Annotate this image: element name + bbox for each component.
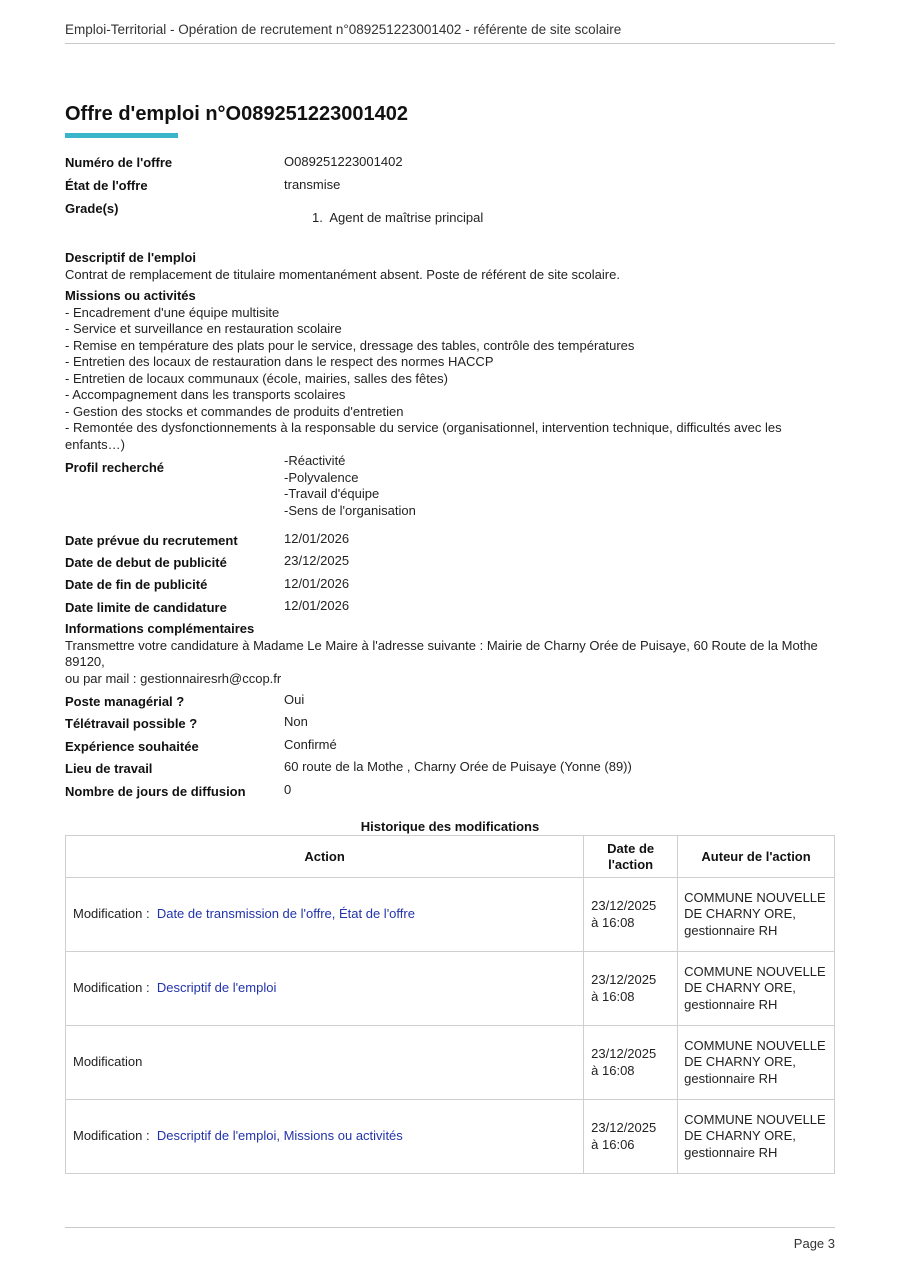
grade-number: 1. — [312, 210, 323, 225]
missions-heading: Missions ou activités — [65, 288, 196, 303]
infos-heading: Informations complémentaires — [65, 621, 255, 636]
field-value-lieu: 60 route de la Mothe , Charny Orée de Puisaye (Yonne (89)) — [284, 759, 632, 774]
action-prefix: Modification : — [73, 906, 150, 922]
date-value-fin-publicite: 12/01/2026 — [284, 576, 350, 591]
field-label-lieu: Lieu de travail — [65, 761, 153, 776]
page-title: Offre d'emploi n°O089251223001402 — [65, 103, 408, 125]
date-cell — [584, 952, 678, 1026]
author-cell: COMMUNE NOUVELLE DE CHARNY ORE, gestionnaire RH — [678, 952, 835, 1026]
missions-line: - Gestion des stocks et commandes de produits d'entretien — [65, 403, 404, 419]
action-link[interactable]: Descriptif de l'emploi — [156, 980, 277, 996]
field-label-jours-diffusion: Nombre de jours de diffusion — [65, 784, 246, 799]
infos-line: Transmettre votre candidature à Madame Le Maire à l'adresse suivante : Mairie de Charny Orée de Puisaye, 60 Route de la Mothe 89120, — [65, 637, 818, 669]
field-label-etat: État de l'offre — [65, 178, 148, 193]
author-cell: COMMUNE NOUVELLE DE CHARNY ORE, gestionnaire RH — [678, 878, 835, 952]
field-label-experience: Expérience souhaitée — [65, 739, 199, 754]
descriptif-section — [65, 250, 835, 283]
action-prefix: Modification : — [73, 980, 150, 996]
history-title: Historique des modifications — [360, 819, 540, 834]
missions-line: - Encadrement d'une équipe multisite — [65, 304, 280, 320]
field-label-numero: Numéro de l'offre — [65, 155, 173, 170]
time-value: à 16:08 — [591, 1062, 635, 1078]
date-value: 23/12/2025 — [591, 1046, 657, 1061]
header-divider — [65, 43, 835, 44]
missions-section — [65, 288, 835, 453]
profil-label: Profil recherché — [65, 460, 164, 475]
grades-list — [312, 210, 483, 225]
title-underline — [65, 133, 178, 138]
missions-line: - Entretien des locaux de restauration dans le respect des normes HACCP — [65, 354, 494, 369]
action-link[interactable]: Date de transmission de l'offre, État de l'offre — [156, 906, 415, 922]
date-value: 23/12/2025 — [591, 972, 657, 987]
field-value-jours-diffusion: 0 — [284, 782, 292, 797]
action-cell — [66, 1026, 584, 1100]
time-value: à 16:08 — [591, 914, 635, 930]
table-row — [66, 878, 835, 952]
history-table — [65, 835, 835, 1174]
action-prefix: Modification — [73, 1054, 143, 1070]
action-prefix: Modification : — [73, 1128, 150, 1144]
date-value-recrutement: 12/01/2026 — [284, 531, 350, 546]
field-label-grades: Grade(s) — [65, 201, 119, 216]
page-number: Page 3 — [793, 1236, 835, 1251]
date-label-recrutement: Date prévue du recrutement — [65, 533, 238, 548]
action-link[interactable]: Descriptif de l'emploi, Missions ou activités — [156, 1128, 403, 1144]
field-value-experience: Confirmé — [284, 737, 337, 752]
field-value-numero: O089251223001402 — [284, 154, 403, 169]
missions-line: - Accompagnement dans les transports scolaires — [65, 387, 346, 402]
infos-section — [65, 621, 835, 687]
missions-line: - Remise en température des plats pour le service, dressage des tables, contrôle des températures — [65, 337, 635, 353]
col-header-auteur: Auteur de l'action — [678, 836, 835, 878]
action-cell — [66, 1100, 584, 1174]
col-header-action: Action — [66, 836, 584, 878]
date-cell — [584, 878, 678, 952]
date-cell — [584, 1100, 678, 1174]
profil-values — [284, 453, 416, 519]
date-value-debut-publicite: 23/12/2025 — [284, 553, 350, 568]
date-cell — [584, 1026, 678, 1100]
table-row — [66, 1026, 835, 1100]
time-value: à 16:06 — [591, 1136, 635, 1152]
col-header-date: Date de l'action — [584, 836, 678, 878]
date-value: 23/12/2025 — [591, 898, 657, 913]
field-label-teletravail: Télétravail possible ? — [65, 716, 198, 731]
field-value-teletravail: Non — [284, 714, 308, 729]
table-row — [66, 1100, 835, 1174]
date-label-limite: Date limite de candidature — [65, 600, 227, 615]
date-value: 23/12/2025 — [591, 1120, 657, 1135]
grade-item: Agent de maîtrise principal — [329, 210, 484, 225]
footer-divider — [65, 1227, 835, 1228]
profil-line: -Polyvalence — [284, 469, 359, 485]
date-value-limite: 12/01/2026 — [284, 598, 350, 613]
missions-line: - Service et surveillance en restauration scolaire — [65, 321, 342, 336]
author-cell: COMMUNE NOUVELLE DE CHARNY ORE, gestionnaire RH — [678, 1100, 835, 1174]
descriptif-text: Contrat de remplacement de titulaire momentanément absent. Poste de référent de site scolaire. — [65, 266, 620, 282]
profil-line: -Sens de l'organisation — [284, 502, 416, 518]
action-cell — [66, 952, 584, 1026]
missions-line: - Entretien de locaux communaux (école, mairies, salles des fêtes) — [65, 370, 448, 386]
date-label-fin-publicite: Date de fin de publicité — [65, 577, 208, 592]
action-cell — [66, 878, 584, 952]
field-label-manageriel: Poste managérial ? — [65, 694, 185, 709]
time-value: à 16:08 — [591, 988, 635, 1004]
profil-line: -Travail d'équipe — [284, 486, 380, 501]
field-value-manageriel: Oui — [284, 692, 305, 707]
infos-line: ou par mail : gestionnairesrh@ccop.fr — [65, 670, 282, 686]
table-row — [66, 952, 835, 1026]
author-cell: COMMUNE NOUVELLE DE CHARNY ORE, gestionnaire RH — [678, 1026, 835, 1100]
page-header: Emploi-Territorial - Opération de recrutement n°089251223001402 - référente de site scolaire — [65, 22, 622, 37]
descriptif-heading: Descriptif de l'emploi — [65, 250, 196, 265]
date-label-debut-publicite: Date de debut de publicité — [65, 555, 227, 570]
history-header-row — [66, 836, 835, 878]
profil-line: -Réactivité — [284, 453, 346, 468]
missions-line: - Remontée des dysfonctionnements à la responsable du service (organisationnel, intervention technique, difficultés avec les enfants…) — [65, 420, 782, 452]
field-value-etat: transmise — [284, 177, 341, 192]
